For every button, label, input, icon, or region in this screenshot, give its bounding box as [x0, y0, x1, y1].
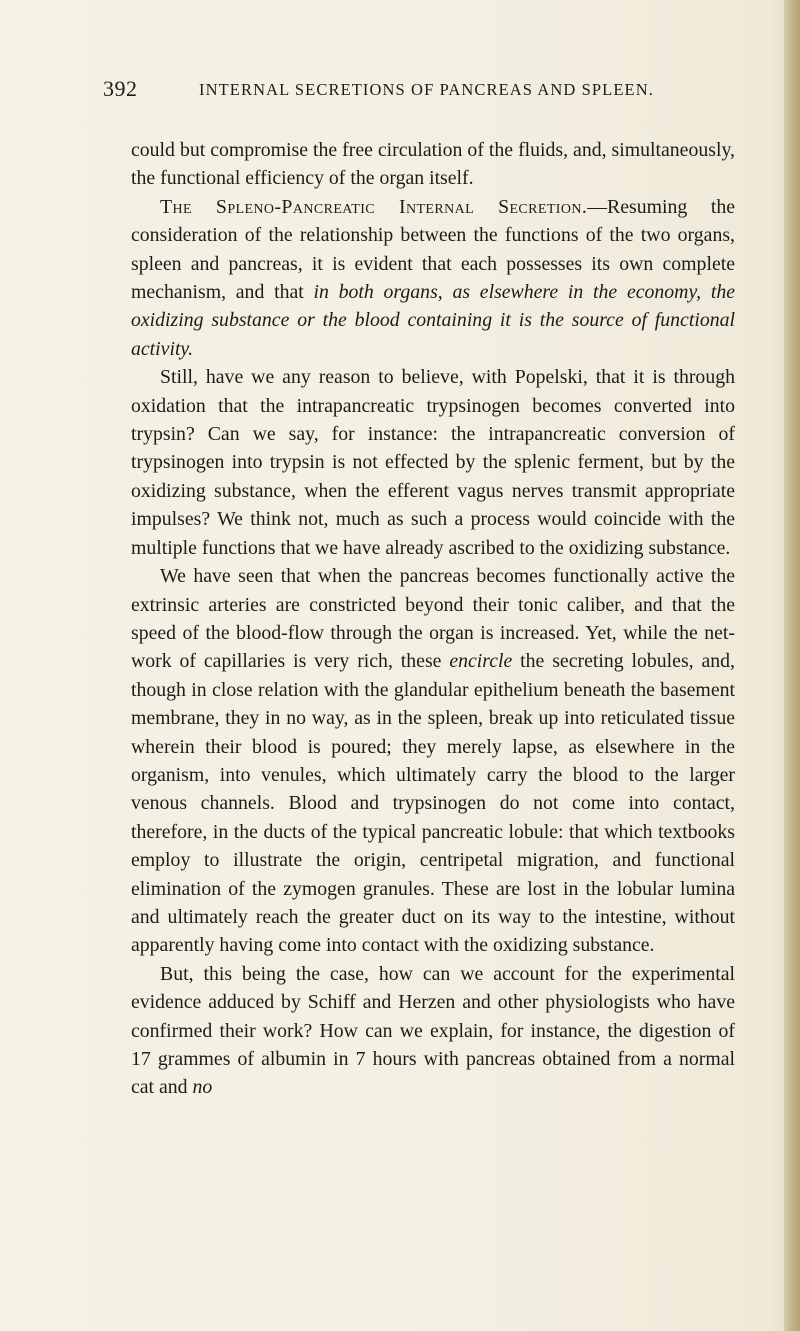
paragraph-3: [131, 363, 735, 562]
body-text: [131, 136, 735, 1102]
paragraph-3-text: Still, have we any reason to believe, with Popelski, that it is through oxidation that the intrapancreatic trypsinogen becomes converted into trypsin? Can we say, for instance: the intrapancreatic conversion of trypsinogen into trypsin is not effected by the splenic ferment, but by the oxidizing substance, when the efferent vagus nerves transmit appropriate impulses? We think not, much as such a process would coincide with the multiple functions that we have already ascribed to the oxidizing substance.: [131, 366, 735, 559]
paragraph-1-text: could but compromise the free circulation of the fluids, and, simultaneously, the functional efficiency of the organ itself.: [131, 139, 735, 190]
paragraph-2-text-a: —Resuming the consideration of the relationship between the functions of the two organs, spleen and pancreas, it is evident that each possesses its own complete mechanism, and that: [131, 195, 735, 304]
running-head: INTERNAL SECRETIONS OF PANCREAS AND SPLEEN.: [199, 80, 654, 99]
paragraph-1: [131, 136, 735, 193]
page-number: 392: [103, 76, 138, 101]
section-heading: The Spleno-Pancreatic Internal Secretion.: [160, 195, 588, 218]
page-edge-shadow: [784, 0, 800, 1331]
paragraph-5-text-a: But, this being the case, how can we account for the experimental evidence adduced by Schiff and Herzen and other physiologists who have confirmed their work? How can we explain, for instance, the digestion of 17 grammes of albumin in 7 hours with pancreas obtained from a normal cat and: [131, 962, 735, 1099]
paragraph-2-italic-a: in both organs, as elsewhere in the economy, the oxidizing substance or the blood containing it is the source of functional activity.: [131, 281, 736, 360]
paragraph-5-italic-a: no: [192, 1076, 213, 1099]
page-header: [103, 76, 713, 106]
paragraph-4-text-a: We have seen that when the pancreas becomes functionally active the extrinsic arteries are constricted beyond their tonic caliber, and that the speed of the blood-flow through the organ is increased. Yet, while the net-work of capillaries is very rich, these: [131, 565, 735, 673]
paragraph-4-italic-a: encircle: [449, 650, 513, 673]
paragraph-5: [131, 960, 735, 1102]
paragraph-4: [131, 562, 735, 960]
paragraph-2: [131, 193, 735, 363]
paragraph-4-text-b: the secreting lobules, and, though in close relation with the glandular epithelium beneath the basement membrane, they in no way, as in the spleen, break up into reticulated tissue wherein their blood is poured; they merely lapse, as elsewhere in the organism, into venules, which ultimately carry the blood to the larger venous channels. Blood and trypsinogen do not come into contact, therefore, in the ducts of the typical pancreatic lobule: that which textbooks employ to illustrate the origin, centripetal migration, and functional elimination of the zymogen granules. These are lost in the lobular lumina and ultimately reach the greater duct on its way to the intestine, without apparently having come into contact with the oxidizing substance.: [131, 650, 735, 957]
